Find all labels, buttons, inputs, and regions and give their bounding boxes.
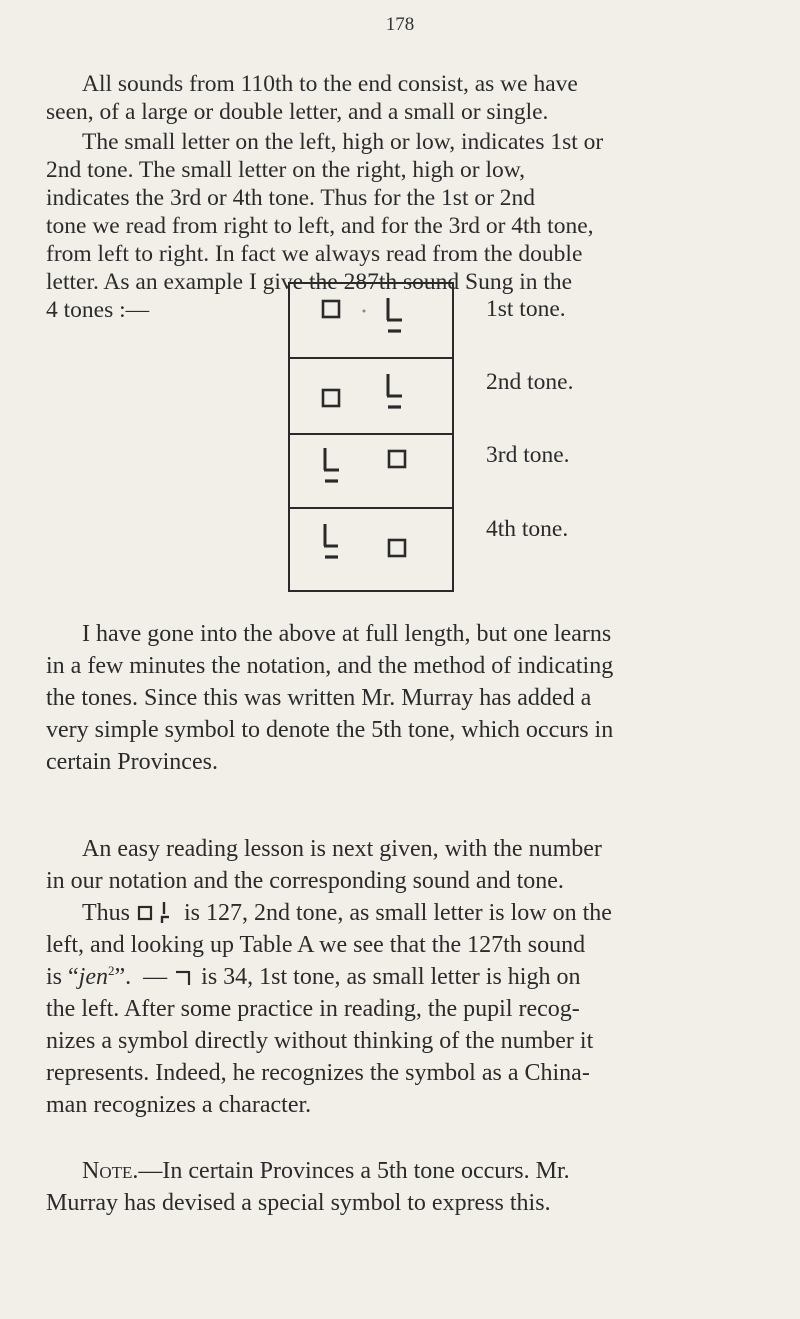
text-fragment: — (143, 964, 168, 990)
romanized-word: jen (78, 964, 108, 990)
tone-row-1-symbol (290, 284, 452, 357)
text-line (46, 897, 766, 929)
tone-superscript: 2 (108, 963, 115, 978)
tone-1-glyph-icon (290, 284, 452, 357)
text-fragment: Thus (82, 900, 130, 926)
tone-symbol-34-icon (173, 966, 195, 988)
text-line: 4 tones :— (46, 297, 150, 323)
text-line: left, and looking up Table A we see that the 127th sound (46, 932, 586, 958)
notation-paragraph (46, 618, 766, 778)
text-fragment: is 34, 1st tone, as small letter is high on (201, 964, 581, 990)
tone-symbol-table (288, 282, 454, 592)
text-line: tone we read from right to left, and for the 3rd or 4th tone, (46, 213, 594, 239)
text-fragment: —In certain Provinces a 5th tone occurs. Mr. (138, 1158, 570, 1184)
text-line: from left to right. In fact we always read from the double (46, 241, 583, 267)
text-line: nizes a symbol directly without thinking of the number it (46, 1028, 594, 1054)
text-line: The small letter on the left, high or low, indicates 1st or (82, 129, 604, 155)
text-line: in our notation and the corresponding sound and tone. (46, 868, 564, 894)
text-line: represents. Indeed, he recognizes the symbol as a China- (46, 1060, 590, 1086)
tone-label: 2nd tone. (486, 369, 574, 395)
text-line: the tones. Since this was written Mr. Murray has added a (46, 685, 592, 711)
text-line: indicates the 3rd or 4th tone. Thus for the 1st or 2nd (46, 185, 536, 211)
tone-row-2-symbol (290, 359, 452, 433)
tone-label: 4th tone. (486, 516, 569, 542)
page-number: 178 (385, 14, 415, 35)
tone-label: 3rd tone. (486, 442, 570, 468)
text-line: man recognizes a character. (46, 1092, 312, 1118)
text-line (46, 961, 766, 993)
text-line: very simple symbol to denote the 5th tone, which occurs in (46, 717, 614, 743)
text-fragment: is “ (46, 964, 79, 990)
text-line: certain Provinces. (46, 749, 218, 775)
tone-row-3-symbol (290, 435, 452, 507)
text-line: All sounds from 110th to the end consist, as we have (82, 71, 578, 97)
text-line: Murray has devised a special symbol to express this. (46, 1190, 551, 1216)
text-line: the left. After some practice in reading, the pupil recog- (46, 996, 580, 1022)
text-fragment: is 127, 2nd tone, as small letter is low on the (184, 900, 612, 926)
text-line: in a few minutes the notation, and the method of indicating (46, 653, 614, 679)
reading-lesson-paragraph (46, 833, 766, 1121)
tone-row-4-symbol (290, 509, 452, 590)
tone-3-glyph-icon (290, 435, 452, 507)
tone-2-glyph-icon (290, 359, 452, 433)
text-line: I have gone into the above at full length, but one learns (82, 621, 612, 647)
note-label: Note. (82, 1158, 139, 1184)
note-paragraph (46, 1155, 766, 1219)
intro-paragraph (46, 70, 766, 126)
text-line (46, 1155, 766, 1187)
tone-label: 1st tone. (486, 296, 566, 322)
tone-4-glyph-icon (290, 509, 452, 590)
tone-symbol-127-icon (136, 900, 178, 924)
text-line: An easy reading lesson is next given, with the number (82, 836, 602, 862)
text-line: 2nd tone. The small letter on the right, high or low, (46, 157, 526, 183)
text-fragment: ”. (114, 964, 132, 990)
text-line: seen, of a large or double letter, and a small or single. (46, 99, 549, 125)
text-line: letter. As an example I give the 287th sound Sung in the (46, 269, 573, 295)
